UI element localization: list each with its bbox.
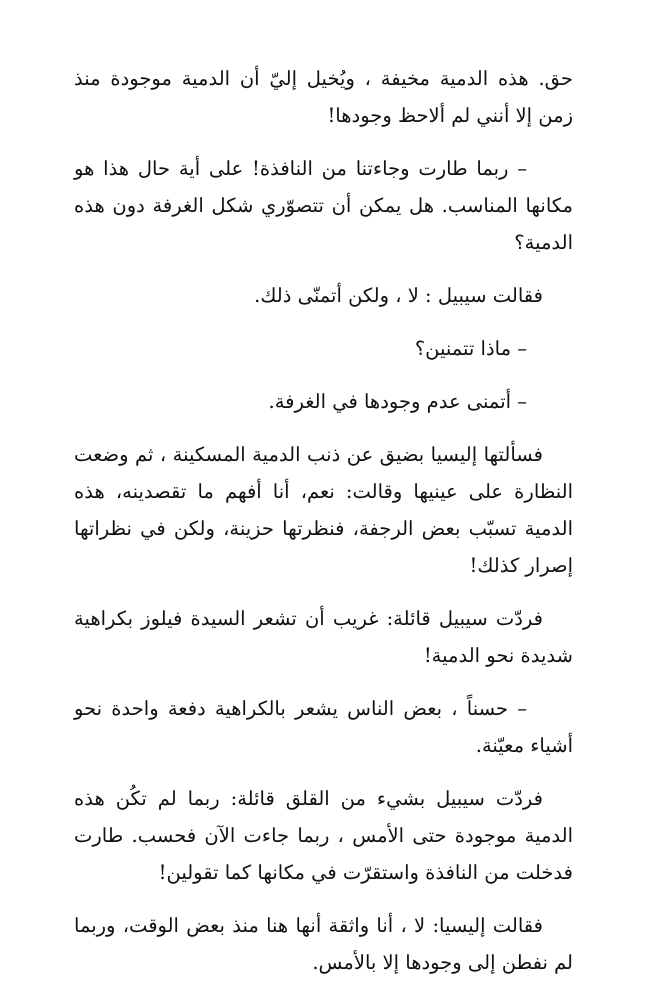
paragraph-7: فردّت سيبيل قائلة: غريب أن تشعر السيدة فيلوز بكراهية شديدة نحو الدمية! bbox=[74, 607, 573, 667]
paragraph-3: فقالت سيبيل : لا ، ولكن أتمنّى ذلك. bbox=[254, 284, 543, 307]
paragraph-1: حق. هذه الدمية مخيفة ، ويُخيل إليّ أن الدمية موجودة منذ زمن إلا أنني لم ألاحظ وجودها! bbox=[74, 67, 573, 127]
paragraph-10: فقالت إليسيا: لا ، أنا واثقة أنها هنا منذ بعض الوقت، وربما لم نفطن إلى وجودها إلا بالأمس. bbox=[74, 914, 573, 974]
paragraph-5: – أتمنى عدم وجودها في الغرفة. bbox=[268, 390, 527, 413]
paragraph-4: – ماذا تتمنين؟ bbox=[414, 337, 527, 360]
paragraph-9: فردّت سيبيل بشيء من القلق قائلة: ربما لم تكُن هذه الدمية موجودة حتى الأمس ، ربما جاءت الآن فحسب. طارت فدخلت من النافذة واستقرّت في مكانها كما تقولين! bbox=[74, 787, 573, 884]
paragraph-6: فسألتها إليسيا بضيق عن ذنب الدمية المسكينة ، ثم وضعت النظارة على عينيها وقالت: نعم، أنا أفهم ما تقصدينه، هذه الدمية تسبّب بعض الرجفة، فنظرتها حزينة، ولكن في نظراتها إصرار كذلك! bbox=[74, 443, 573, 577]
paragraph-8: – حسناً ، بعض الناس يشعر بالكراهية دفعة واحدة نحو أشياء معيّنة. bbox=[74, 697, 573, 757]
paragraph-2: – ربما طارت وجاءتنا من النافذة! على أية حال هذا هو مكانها المناسب. هل يمكن أن تتصوّري شكل الغرفة دون هذه الدمية؟ bbox=[74, 157, 573, 254]
